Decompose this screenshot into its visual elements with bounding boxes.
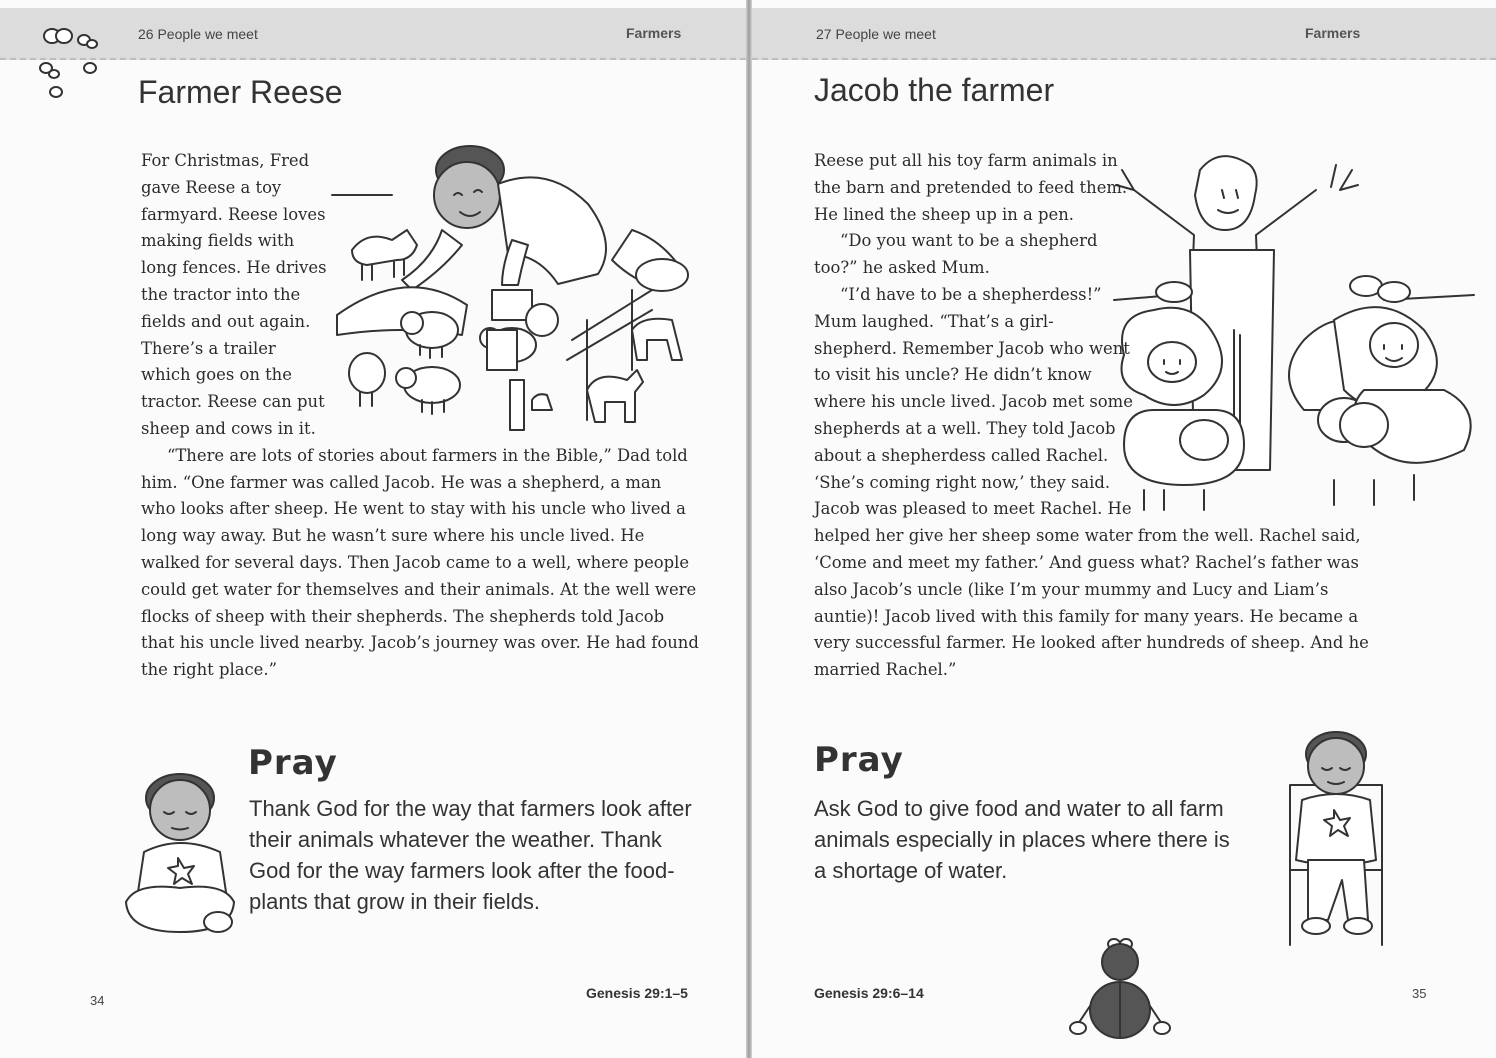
story-text: [814, 148, 1374, 684]
page-header: [752, 8, 1496, 60]
pray-heading: Pray: [248, 743, 338, 783]
story-paragraph: “Do you want to be a shepherd too?” he asked Mum.: [814, 231, 1098, 278]
illustration-float: [1136, 148, 1374, 511]
illustration-float: [329, 148, 699, 432]
story-text: [141, 148, 699, 684]
header-title: 26 People we meet: [138, 26, 258, 42]
story-paragraph: “I’d have to be a shepherdess!” Mum laughed. “That’s a girl-shepherd. Remember Jacob who went to visit his uncle? He didn’t know where his uncle lived. Jacob met some shepherds at a well. They told Jacob about a shepherdess called Rachel. ‘She’s coming right now,’ they said. Jacob was pleased to meet Rachel. He helped her give her sheep some water from the well. Rachel said, ‘Come and meet my father.’ And guess what? Rachel’s father was also Jacob’s uncle (like I’m your mummy and Lucy and Liam’s auntie)! Jacob lived with this family for many years. He became a very successful farmer. He looked after hundreds of sheep. And he married Rachel.”: [814, 284, 1369, 680]
pray-text: Thank God for the way that farmers look after their animals whatever the weather. Thank God for the way farmers look after the food-plants that grow in their fields.: [249, 796, 692, 914]
page-number: 35: [1412, 986, 1427, 1001]
page-title: Jacob the farmer: [814, 72, 1055, 108]
pray-heading: Pray: [814, 740, 904, 780]
page-number: 34: [90, 993, 105, 1008]
header-title: 27 People we meet: [816, 26, 936, 42]
bible-reference: Genesis 29:6–14: [814, 985, 924, 1001]
left-page: [0, 0, 746, 1058]
pray-text: Ask God to give food and water to all farm animals especially in places where there is a shortage of water.: [814, 796, 1230, 883]
bible-reference: Genesis 29:1–5: [586, 985, 688, 1001]
page-header: [0, 8, 746, 60]
ladybird-character-illustration: [1070, 936, 1170, 1050]
right-page: [752, 0, 1496, 1058]
story-paragraph: For Christmas, Fred gave Reese a toy farmyard. Reese loves making fields with long fences. He drives the tractor into the fields and out again. There’s a trailer which goes on the tractor. Reese can put sheep and cows in it.: [141, 151, 327, 438]
boy-on-chair-illustration: [1282, 730, 1394, 952]
header-section: Farmers: [626, 25, 682, 41]
butterfly-icon: [34, 22, 104, 102]
story-paragraph: “There are lots of stories about farmers in the Bible,” Dad told him. “One farmer was called Jacob. He was a shepherd, a man who looks after sheep. He went to stay with his uncle who lived a long way away. But he wasn’t sure where his uncle lived. He walked for several days. Then Jacob came to a well, where people could get water for themselves and their animals. At the well were flocks of sheep with their shepherds. The shepherds told Jacob that his uncle lived nearby. Jacob’s journey was over. He had found the right place.”: [141, 445, 699, 680]
praying-boy-illustration: [124, 772, 240, 942]
page-title: Farmer Reese: [138, 74, 343, 110]
header-section: Farmers: [1305, 25, 1361, 41]
story-paragraph: Reese put all his toy farm animals in the barn and pretended to feed them. He lined the sheep up in a pen.: [814, 151, 1128, 224]
